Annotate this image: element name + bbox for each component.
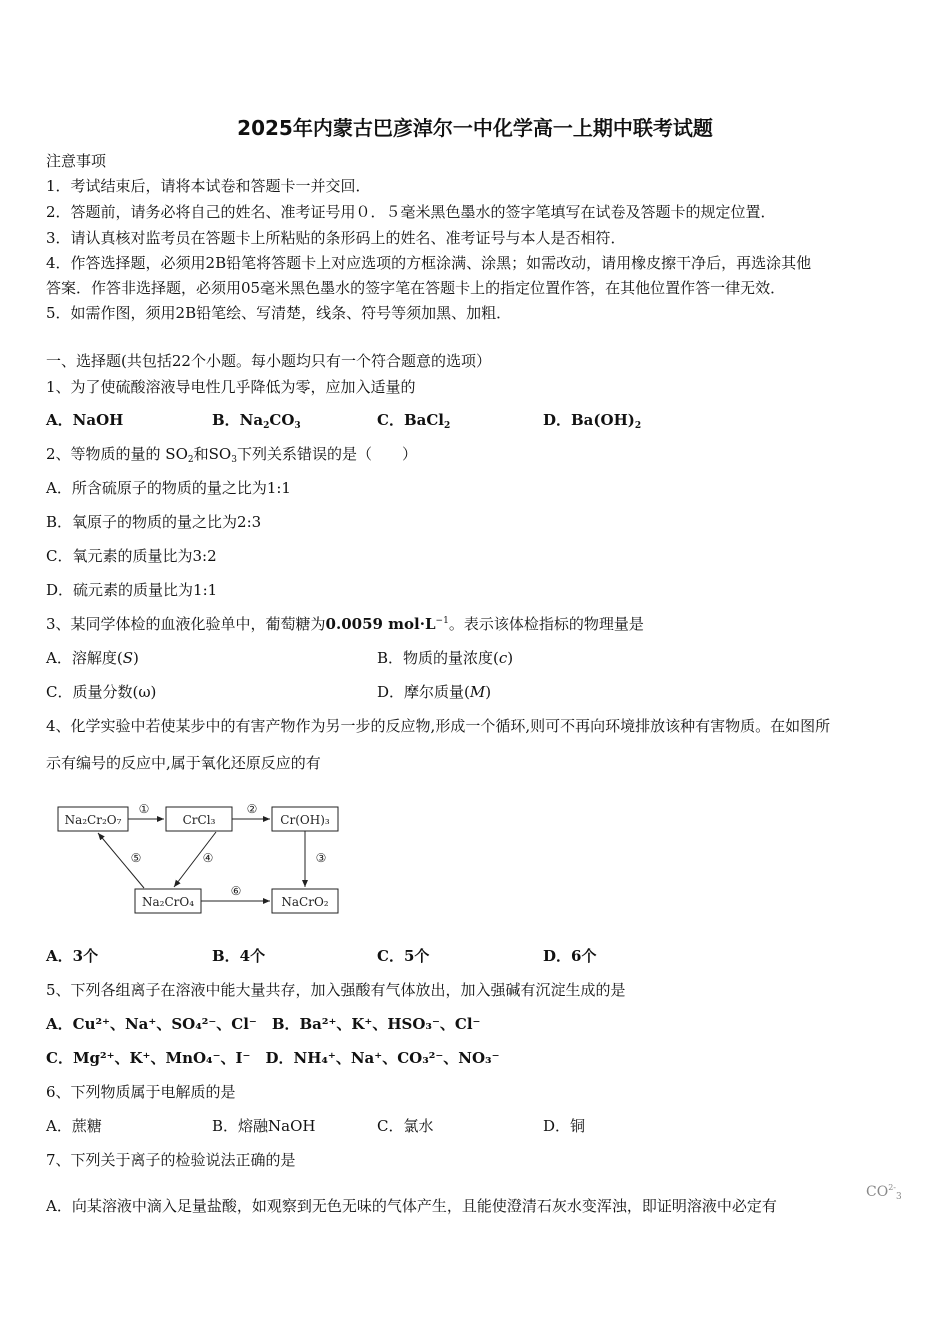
- q1-option-b: B．$Na_2CO_3$: [212, 411, 301, 431]
- notice-item: 5．如需作图，须用2B铅笔绘、写清楚，线条、符号等须加黑、加粗．: [46, 304, 512, 322]
- question-5-stem: 5、下列各组离子在溶液中能大量共存，加入强酸有气体放出，加入强碱有沉淀生成的是: [46, 981, 626, 999]
- q5-options-cd: C．Mg²⁺、K⁺、MnO₄⁻、I⁻ D．NH₄⁺、Na⁺、CO₃²⁻、NO₃⁻: [46, 1049, 500, 1067]
- page-title: 2025年内蒙古巴彦淖尔一中化学高一上期中联考试题: [237, 116, 713, 140]
- question-6-stem: 6、下列物质属于电解质的是: [46, 1083, 236, 1101]
- carbonate-ion-formula: $CO^{2-}_3$: [866, 1183, 902, 1202]
- q2-option-d: D．硫元素的质量比为1:1: [46, 581, 218, 599]
- question-7-stem: 7、下列关于离子的检验说法正确的是: [46, 1151, 296, 1169]
- q1-option-d: D．$Ba(OH)_2$: [543, 411, 642, 431]
- q4-option-a: A．3个: [46, 947, 99, 965]
- label-nacro2: NaCrO₂: [281, 895, 329, 909]
- reaction-cycle-diagram: [56, 796, 356, 921]
- q7-option-a: A．向某溶液中滴入足量盐酸，如观察到无色无味的气体产生，且能使澄清石灰水变浑浊，即证明溶液中必定有: [46, 1197, 777, 1215]
- q4-option-b: B．4个: [212, 947, 266, 965]
- q4-option-d: D．6个: [543, 947, 597, 965]
- q2-option-a: A．所含硫原子的物质的量之比为1:1: [46, 479, 291, 497]
- q3-option-c: C．质量分数(ω): [46, 683, 157, 701]
- step-4-label: ④: [202, 851, 214, 865]
- q1-option-a: A．NaOH: [46, 411, 124, 429]
- question-1-stem: 1、为了使硫酸溶液导电性几乎降低为零，应加入适量的: [46, 378, 416, 396]
- label-na2cro4: Na₂CrO₄: [141, 895, 195, 909]
- q6-option-d: D．铜: [543, 1117, 586, 1135]
- q3-option-a: A．溶解度(S): [46, 649, 139, 667]
- step-5-label: ⑤: [130, 851, 142, 865]
- q3-option-d: D．摩尔质量(M): [377, 683, 492, 701]
- notice-heading: 注意事项: [46, 152, 107, 170]
- label-croh3: Cr(OH)₃: [280, 813, 330, 827]
- question-3-stem: 3、某同学体检的血液化验单中，葡萄糖为0.0059 $mol\cdot L^{-1}$。表示该体检指标的物理量是: [46, 615, 644, 633]
- q2-option-b: B．氧原子的物质的量之比为2:3: [46, 513, 262, 531]
- notice-item: 4．作答选择题，必须用2B铅笔将答题卡上对应选项的方框涂满、涂黑；如需改动，请用橡皮擦干净后，再选涂其他: [46, 254, 812, 272]
- label-crcl3: CrCl₃: [182, 813, 216, 827]
- notice-item: 1．考试结束后，请将本试卷和答题卡一并交回．: [46, 177, 371, 195]
- step-2-label: ②: [246, 802, 258, 816]
- q3-option-b: B．物质的量浓度(c): [377, 649, 514, 667]
- step-3-label: ③: [315, 851, 327, 865]
- q2-option-c: C．氧元素的质量比为3:2: [46, 547, 217, 565]
- step-6-label: ⑥: [230, 884, 242, 898]
- notice-item: 2．答题前，请务必将自己的姓名、准考证号用０．５毫米黑色墨水的签字笔填写在试卷及答题卡的规定位置．: [46, 203, 776, 221]
- question-4-stem-line2: 示有编号的反应中,属于氧化还原反应的有: [46, 754, 321, 772]
- notice-item: 3．请认真核对监考员在答题卡上所粘贴的条形码上的姓名、准考证号与本人是否相符．: [46, 229, 626, 247]
- q1-option-c: C．BaCl$_2$: [377, 411, 451, 431]
- q4-option-c: C．5个: [377, 947, 430, 965]
- question-4-stem-line1: 4、化学实验中若使某步中的有害产物作为另一步的反应物,形成一个循环,则可不再向环境排放该种有害物质。在如图所: [46, 717, 831, 735]
- question-2-stem: 2、等物质的量的 $SO_2$和$SO_3$下列关系错误的是（ ）: [46, 445, 417, 465]
- q6-option-b: B．熔融NaOH: [212, 1117, 316, 1135]
- q6-option-a: A．蔗糖: [46, 1117, 102, 1135]
- step-1-label: ①: [138, 802, 150, 816]
- q6-option-c: C．氯水: [377, 1117, 434, 1135]
- q5-options-ab: A．Cu²⁺、Na⁺、SO₄²⁻、Cl⁻ B．Ba²⁺、K⁺、HSO₃⁻、Cl⁻: [46, 1015, 481, 1033]
- label-na2cr2o7: Na₂Cr₂O₇: [64, 813, 122, 827]
- notice-item: 答案．作答非选择题，必须用05毫米黑色墨水的签字笔在答题卡上的指定位置作答，在其他位置作答一律无效．: [46, 279, 786, 297]
- section-heading: 一、选择题(共包括22个小题。每小题均只有一个符合题意的选项）: [46, 352, 491, 370]
